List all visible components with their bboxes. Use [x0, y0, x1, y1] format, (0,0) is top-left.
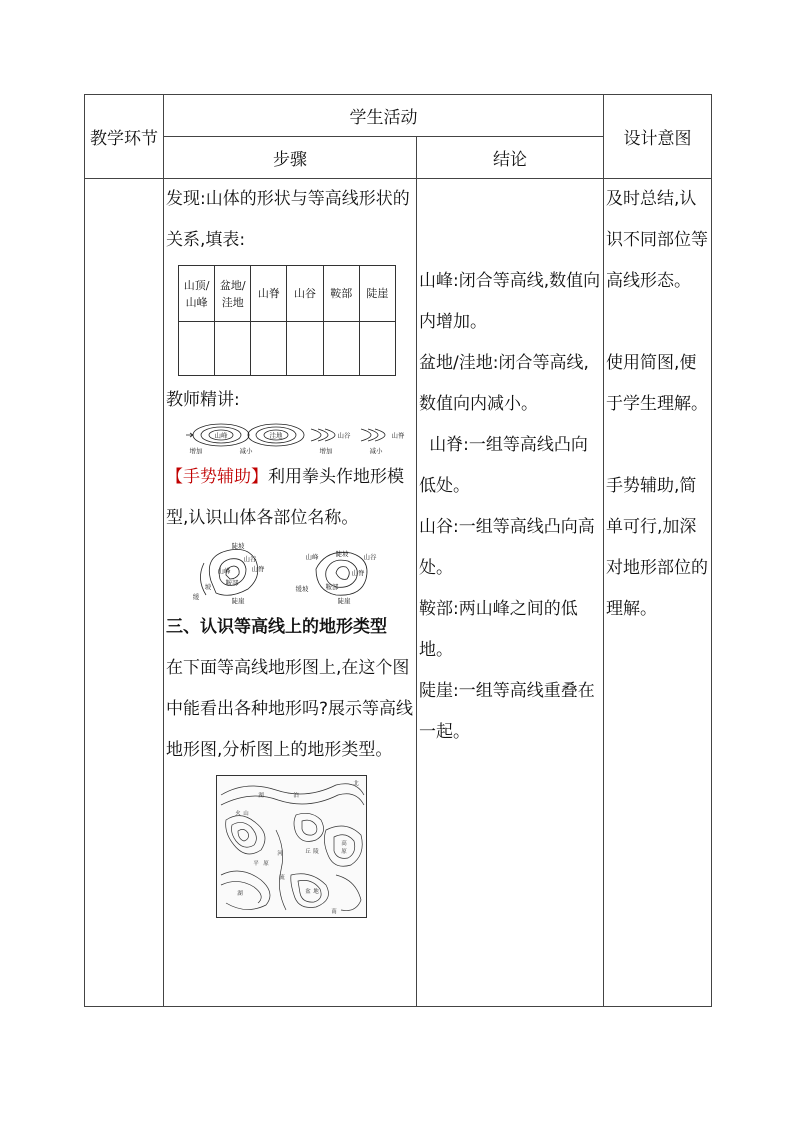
fig1-label-ridge: 山脊 — [391, 431, 405, 440]
map-label-lake-1: 湖 — [258, 793, 264, 799]
mini-blank — [215, 322, 251, 376]
map-label-volcano-2: 山 — [243, 811, 249, 817]
fig2-left-cliff: 陡崖 — [231, 597, 245, 605]
steps-cell — [164, 179, 417, 1007]
gesture-text: 利用拳头作地形模型,认识山体各部位名称。 — [166, 467, 404, 528]
map-label-basin-2: 地 — [313, 889, 319, 895]
intent-simple-figure: 使用简图,便于学生理解。 — [606, 353, 708, 414]
fig2-left-saddle: 鞍部 — [225, 579, 239, 587]
fig1-label-inc2: 增加 — [319, 447, 333, 455]
mini-blank — [179, 322, 215, 376]
landform-fill-table — [178, 265, 396, 376]
map-label-plateau-1: 高 — [341, 841, 347, 847]
fig1-label-dec1: 减小 — [239, 447, 253, 455]
gesture-paragraph — [166, 457, 414, 539]
mini-header-cliff: 陡崖 — [359, 266, 395, 322]
header-steps: 步骤 — [164, 137, 417, 179]
fig2-right-ridge: 山脊 — [351, 569, 365, 577]
map-label-north: 北 — [353, 781, 359, 787]
fig2-right-valley: 山谷 — [363, 553, 377, 561]
conclusion-peak: 山峰:闭合等高线,数值向内增加。 — [419, 271, 601, 332]
intent-gesture: 手势辅助,简单可行,加深对地形部位的理解。 — [606, 476, 708, 619]
intent-summary: 及时总结,认识不同部位等高线形态。 — [606, 189, 708, 291]
conclusion-cliff: 陡崖:一组等高线重叠在一起。 — [419, 681, 595, 742]
header-teaching-stage: 教学环节 — [85, 95, 164, 179]
fig2-right-peak: 山峰 — [305, 553, 319, 561]
mini-header-basin: 盆地/洼地 — [215, 266, 251, 322]
step-discover-text: 发现:山体的形状与等高线形状的关系,填表: — [166, 189, 410, 250]
map-label-plain-2: 原 — [263, 861, 269, 867]
map-label-hills-2: 陵 — [313, 849, 319, 855]
mini-header-ridge: 山脊 — [251, 266, 287, 322]
gesture-tag: 【手势辅助】 — [166, 467, 268, 487]
conclusion-valley: 山谷:一组等高线凸向高处。 — [419, 517, 595, 578]
header-design-intent: 设计意图 — [604, 95, 712, 179]
fig1-label-basin: 洼地 — [269, 431, 283, 440]
fig2-left-gentle: 缓 — [192, 593, 200, 601]
stage-cell — [85, 179, 164, 1007]
mini-header-saddle: 鞍部 — [323, 266, 359, 322]
mini-blank — [251, 322, 287, 376]
fig2-right-cliff: 陡崖 — [337, 597, 351, 605]
intent-cell — [604, 179, 712, 1007]
fig1-label-dec2: 减小 — [369, 447, 383, 455]
conclusion-basin: 盆地/洼地:闭合等高线,数值向内减小。 — [419, 353, 589, 414]
header-student-activity: 学生活动 — [164, 95, 604, 137]
map-label-plateau-2: 原 — [341, 849, 347, 855]
fist-landform-figure — [166, 539, 416, 607]
contour-symbols-figure — [166, 421, 416, 457]
fig2-right-gentle-slope: 缓坡 — [295, 585, 309, 593]
header-conclusion: 结论 — [417, 137, 604, 179]
mini-header-valley: 山谷 — [287, 266, 323, 322]
fig1-label-peak: 山峰 — [214, 431, 228, 440]
conclusion-saddle: 鞍部:两山峰之间的低地。 — [419, 599, 578, 660]
mini-blank — [323, 322, 359, 376]
fig2-left-valley: 山谷 — [243, 555, 257, 563]
mini-header-peak: 山顶/山峰 — [179, 266, 215, 322]
fig2-left-ridge: 山脊 — [251, 565, 265, 573]
lesson-table — [84, 94, 712, 1007]
map-label-hills-1: 丘 — [305, 849, 311, 855]
teacher-explain-label: 教师精讲: — [166, 390, 240, 410]
fig2-left-peak: 山峰 — [217, 567, 231, 575]
map-label-lake-3: 湖 — [237, 891, 243, 897]
contour-map-figure — [216, 775, 367, 918]
step-analyze-text: 在下面等高线地形图上,在这个图中能看出各种地形吗?展示等高线地形图,分析图上的地形类型。 — [166, 658, 414, 760]
fig1-label-valley: 山谷 — [337, 431, 351, 440]
map-label-lake-2: 泊 — [293, 793, 299, 799]
fig1-label-inc1: 增加 — [189, 447, 203, 455]
fig2-left-slope: 坡 — [204, 583, 212, 591]
fig2-right-saddle: 鞍部 — [325, 583, 339, 591]
conclusion-ridge: 山脊:一组等高线凸向低处。 — [419, 435, 588, 496]
map-label-south: 南 — [331, 909, 337, 915]
fig2-right-steep-slope: 陡坡 — [335, 550, 349, 558]
mini-blank — [287, 322, 323, 376]
map-label-river-1: 河 — [277, 851, 283, 857]
map-label-volcano-1: 火 — [235, 811, 241, 817]
map-label-plain-1: 平 — [253, 861, 259, 867]
fig2-left-steep-slope: 陡坡 — [231, 542, 245, 550]
section-title: 三、认识等高线上的地形类型 — [166, 617, 387, 637]
map-label-basin-1: 盆 — [305, 889, 311, 895]
mini-blank — [359, 322, 395, 376]
map-label-river-2: 流 — [279, 875, 285, 881]
conclusion-cell — [417, 179, 604, 1007]
